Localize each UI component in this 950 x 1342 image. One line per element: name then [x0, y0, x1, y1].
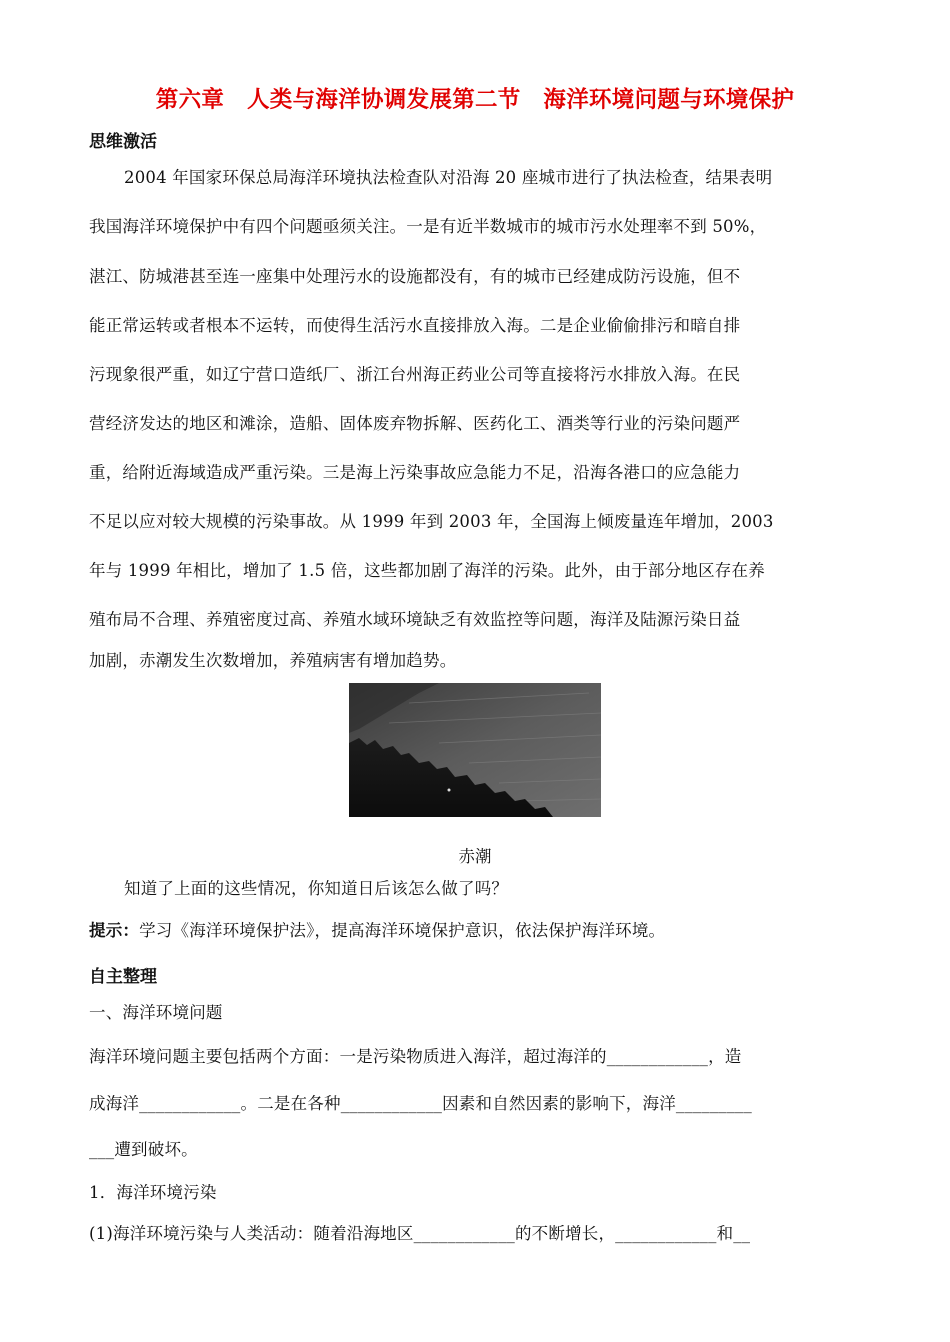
hint-line [89, 920, 864, 942]
subheading: 一、海洋环境问题 [89, 1003, 223, 1022]
paragraph-line: 能正常运转或者根本不运转，而使得生活污水直接排放入海。二是企业偷偷排污和暗自排 [89, 316, 741, 335]
paragraph-line: 我国海洋环境保护中有四个问题亟须关注。一是有近半数城市的城市污水处理率不到 50%， [89, 217, 767, 236]
paragraph-line: 重，给附近海域造成严重污染。三是海上污染事故应急能力不足，沿海各港口的应急能力 [89, 463, 741, 482]
numbered-heading: 1．海洋环境污染 [89, 1183, 217, 1202]
hint-text: 学习《海洋环境保护法》，提高海洋环境保护意识，依法保护海洋环境。 [139, 921, 666, 940]
red-tide-photo-graphic [349, 683, 601, 817]
paragraph-line: 湛江、防城港甚至连一座集中处理污水的设施都没有，有的城市已经建成防污设施，但不 [89, 267, 741, 286]
paragraph-line: 不足以应对较大规模的污染事故。从 1999 年到 2003 年，全国海上倾废量连年增加，2003 [89, 512, 774, 531]
paragraph-line: 污现象很严重，如辽宁营口造纸厂、浙江台州海正药业公司等直接将污水排放入海。在民 [89, 365, 741, 384]
fill-in-line: (1)海洋环境污染与人类活动：随着沿海地区____________的不断增长，____________和__ [89, 1224, 751, 1243]
paragraph-line: 殖布局不合理、养殖密度过高、养殖水域环境缺乏有效监控等问题，海洋及陆源污染日益 [89, 610, 741, 629]
page-title: 第六章 人类与海洋协调发展第二节 海洋环境问题与环境保护 [155, 87, 795, 113]
paragraph-line: 2004 年国家环保总局海洋环境执法检查队对沿海 20 座城市进行了执法检查，结果表明 [124, 168, 773, 187]
paragraph-line: 年与 1999 年相比，增加了 1.5 倍，这些都加剧了海洋的污染。此外，由于部分地区存在养 [89, 561, 765, 580]
section-heading-self-study: 自主整理 [89, 967, 157, 987]
fill-in-line: 成海洋____________。二是在各种____________因素和自然因素的影响下，海洋_________ [89, 1094, 752, 1113]
paragraph-line: 营经济发达的地区和滩涂，造船、固体废弃物拆解、医药化工、酒类等行业的污染问题严 [89, 414, 741, 433]
fill-in-line: 海洋环境问题主要包括两个方面：一是污染物质进入海洋，超过海洋的____________，造 [89, 1047, 742, 1066]
image-caption: 赤潮 [458, 847, 492, 866]
hint-label: 提示： [89, 921, 140, 940]
fill-in-line: ___遭到破坏。 [89, 1140, 198, 1159]
red-tide-photo [349, 683, 601, 817]
question-text: 知道了上面的这些情况，你知道日后该怎么做了吗？ [124, 879, 509, 898]
section-heading-thinking: 思维激活 [89, 132, 157, 152]
paragraph-line: 加剧，赤潮发生次数增加，养殖病害有增加趋势。 [89, 651, 457, 670]
